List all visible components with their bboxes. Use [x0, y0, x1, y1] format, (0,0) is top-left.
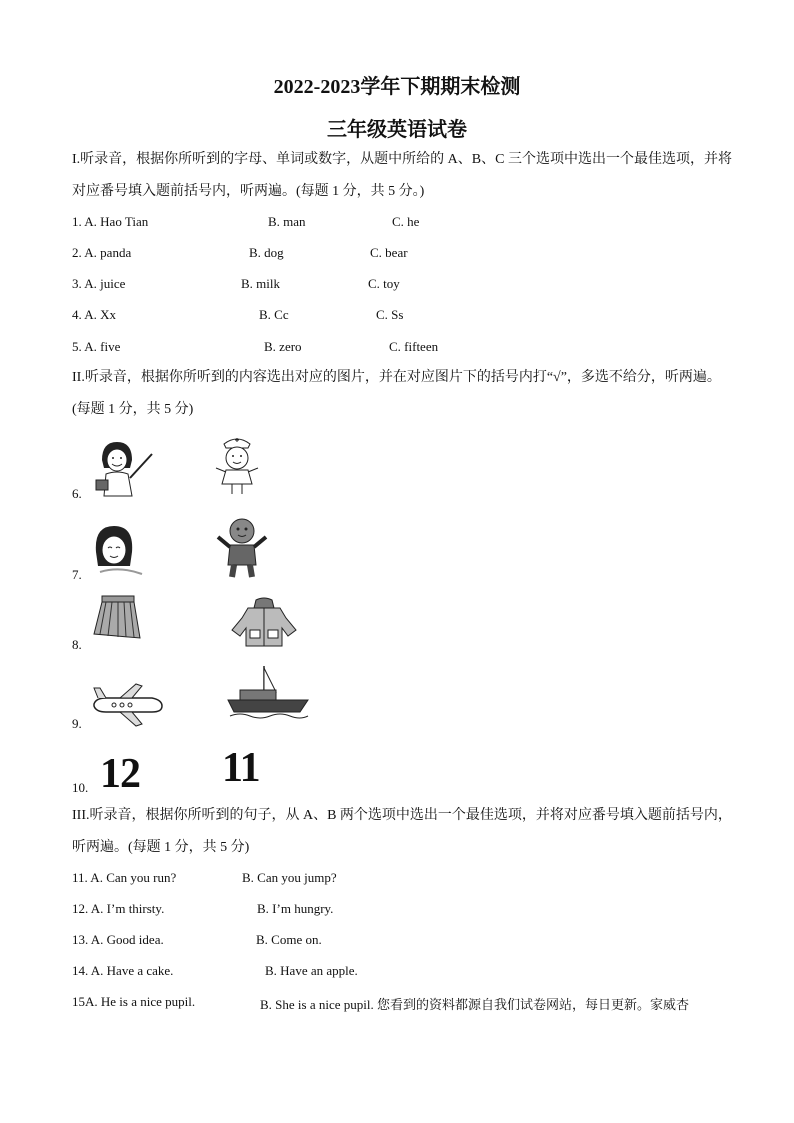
q2-option-a: 2. A. panda	[72, 245, 132, 260]
q12-option-b: B. I’m hungry.	[257, 901, 334, 916]
q1-option-b: B. man	[268, 214, 306, 229]
q15-option-b: B. She is a nice pupil. 您看到的资料都源自我们试卷网站，每日更新。家威杏	[260, 997, 689, 1012]
q10-number: 10.	[72, 780, 89, 795]
q14-option-a: 14. A. Have a cake.	[72, 963, 174, 978]
q15-option-a: 15A. He is a nice pupil.	[72, 994, 196, 1009]
q4-option-b: B. Cc	[259, 307, 289, 322]
q12-option-a: 12. A. I’m thirsty.	[72, 901, 165, 916]
exam-title: 2022-2023学年下期期末检测	[273, 76, 521, 98]
exam-subtitle: 三年级英语试卷	[327, 119, 467, 141]
q11-option-b: B. Can you jump?	[242, 870, 337, 885]
q4-option-c: C. Ss	[376, 307, 404, 322]
q1-option-a: 1. A. Hao Tian	[72, 214, 149, 229]
q4-option-a: 4. A. Xx	[72, 307, 117, 322]
girl-picture	[90, 522, 148, 580]
section1-instruction: I.听录音，根据你所听到的字母、单词或数字，从题中所给的 A、B、C 三个选项中选出一个最佳选项，并将对应番号填入题前括号内，听两遍。(每题 1 分，共 5 分。)	[72, 152, 732, 199]
teacher-picture	[92, 438, 162, 498]
q9-number: 9.	[72, 716, 82, 731]
q2-option-b: B. dog	[249, 245, 284, 260]
skirt-picture	[92, 594, 142, 642]
q1-option-c: C. he	[392, 214, 420, 229]
q2-option-c: C. bear	[370, 245, 408, 260]
q6-number: 6.	[72, 486, 82, 501]
ship-picture	[226, 662, 310, 724]
q13-option-b: B. Come on.	[256, 932, 322, 947]
nurse-picture	[212, 434, 262, 496]
q11-option-a: 11. A. Can you run?	[72, 870, 177, 885]
q5-option-c: C. fifteen	[389, 339, 439, 354]
number-11-option: 11	[222, 745, 260, 791]
section2-instruction: II.听录音，根据你所听到的内容选出对应的图片，并在对应图片下的括号内打“√”，多选不给分，听两遍。(每题 1 分，共 5 分)	[72, 370, 721, 417]
q7-number: 7.	[72, 567, 82, 582]
q14-option-b: B. Have an apple.	[265, 963, 358, 978]
baby-picture	[212, 515, 272, 579]
q13-option-a: 13. A. Good idea.	[72, 932, 164, 947]
q3-option-a: 3. A. juice	[72, 276, 126, 291]
q5-option-a: 5. A. five	[72, 339, 121, 354]
jacket-picture	[230, 596, 298, 648]
plane-picture	[90, 682, 164, 728]
q3-option-c: C. toy	[368, 276, 400, 291]
number-12-option: 12	[100, 751, 140, 797]
q5-option-b: B. zero	[264, 339, 302, 354]
section3-instruction: III.听录音，根据你所听到的句子，从 A、B 两个选项中选出一个最佳选项，并将对应番号填入题前括号内，听两遍。(每题 1 分，共 5 分)	[72, 808, 732, 855]
q3-option-b: B. milk	[241, 276, 281, 291]
q8-number: 8.	[72, 637, 82, 652]
